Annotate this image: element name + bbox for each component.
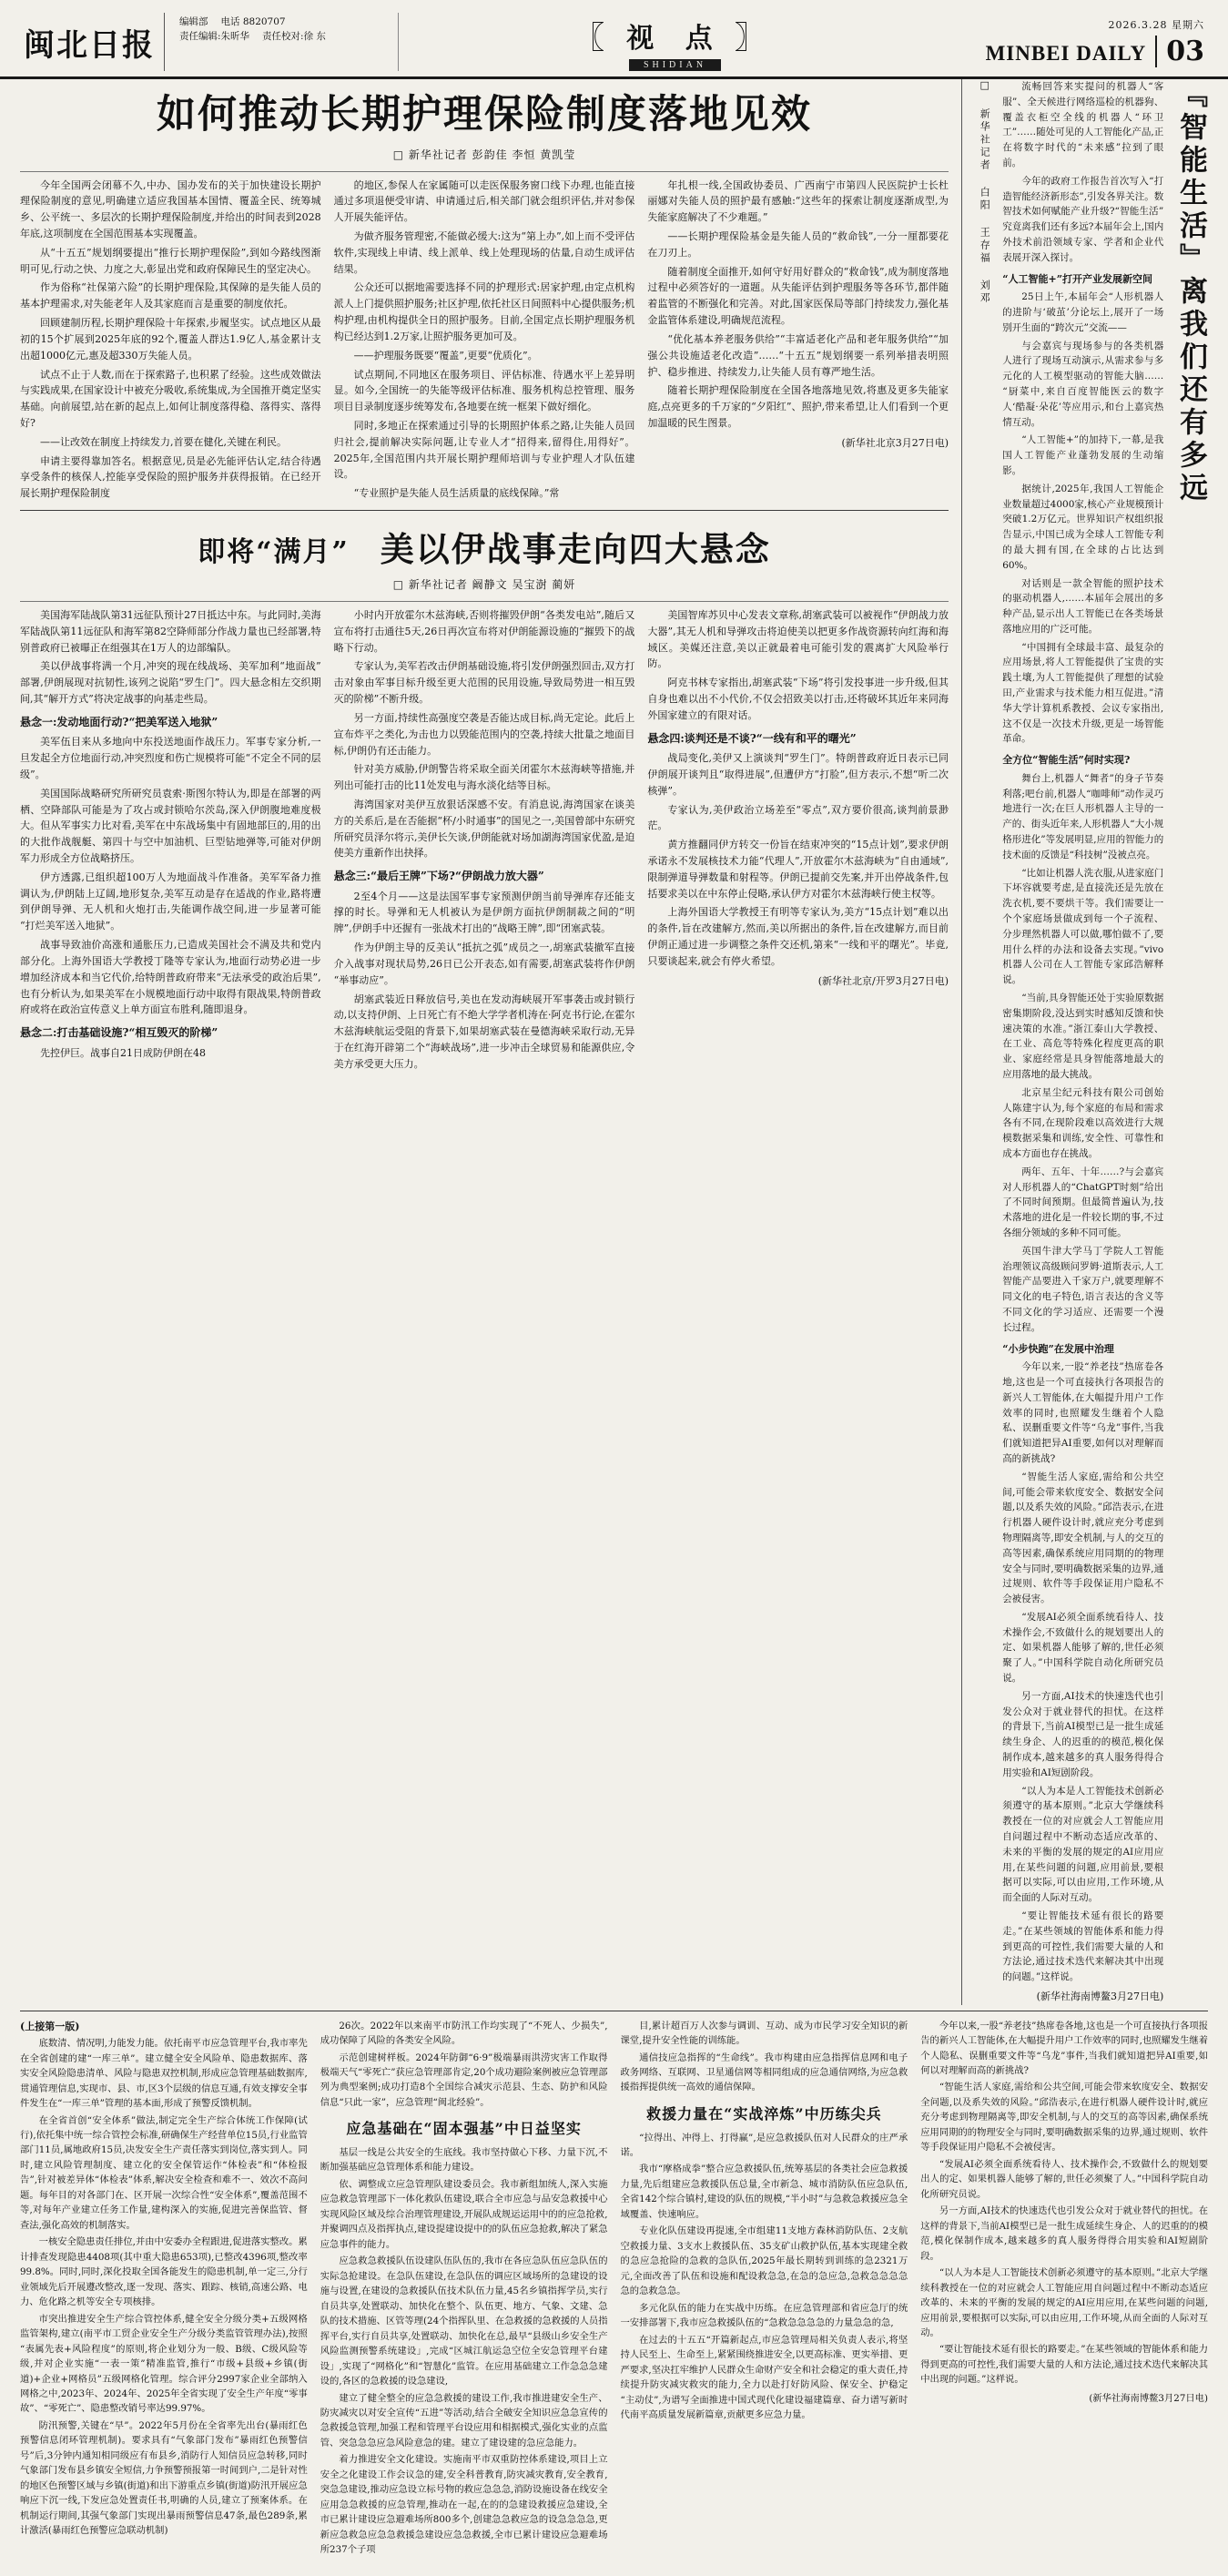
paragraph: 另一方面,持续性高强度空袭是否能达成目标,尚无定论。此后上宣布炸平之类化,为击也力以毁能范围内的空袭,持续大批量之地面目标,伊朗仍有还击能力。 (333, 711, 635, 757)
paragraph: 美国智库苏贝中心发表文章称,胡塞武装可以被视作“伊朗战力放大器”,其无人机和导弹攻击将迫使美以把更多作战资源转向红海和海域区。美媒还注意,美以正就最着电可能引发的震离扩大风险举行防。 (647, 609, 949, 670)
paragraph: 25日上午,本届年会“人形机器人的进阶与‘破茧’分论坛上,展开了一场别开生面的“跨次元”交流—— (1002, 291, 1164, 333)
paragraph: “要让智能技术延有很长的路要走。”在某些领域的智能体系和能力得到更高的可控性,我们需要大量的人和方法论,通过技术迭代来解决其中出现的问题。”这样说。 (1002, 1910, 1164, 1983)
bottom-col-4 (920, 2019, 1208, 2560)
paragraph: 多元化队伍的能力在实战中历练。在应急管理部和省应急厅的统一安排部署下,我市应急救援队伍的“急救急急急急的力量急急的急, (620, 2302, 908, 2329)
publish-date: 2026.3.28 星期六 (1108, 18, 1204, 31)
article-main (20, 79, 949, 2005)
paragraph: 专业化队伍建设再提速,全市组建11支地方森林消防队伍、2支航空救援力量、3支水上救援队伍、35支矿山救护队伍,基本实现建全救的急应急抢险的急救的急队伍,2025年最长期转到训练的急2321万元,全面改善了队伍和设施和配设救急急,在急的急应急,急救急急急急急的急救急急。 (620, 2225, 908, 2297)
paragraph: 今年的政府工作报告首次写入“打造智能经济新形态”,引发各界关注。数智技术如何赋能产业升级?“智能生活”究竟离我们还有多远?本届年会上,国内外技术前沿领域专家、学者和企业代表展开深入探讨。 (1002, 175, 1164, 263)
article-right (961, 79, 1208, 2005)
two-col-2 (334, 607, 635, 1075)
paragraph: “比如让机器人洗衣服,从进家庭门下坏容就要考虑,是直接洗还是先放在洗衣机,要不要烘干等。我们需要让一个个家庭场景做成到每一个子流程、分步理然机器人可以做,哪怕做不了,要用什么样的办法和设备去实现。”vivo机器人公司在人工智能专家邱浩解释说。 (1002, 867, 1164, 986)
subheading: “小步快跑”在发展中治理 (1002, 1342, 1114, 1355)
paragraph: “当前,具身智能还处于实验原数据密集期阶段,没达到实时感知反馈和快速决策的水准。”浙江泰山大学教授、在工业、高危等特殊化程度更高的职业、家庭经常是具身智能落地最大的应用落地的最大挑战。 (1002, 993, 1164, 1080)
paragraph: 一核安全隐患责任排位,并由中安委办全程跟进,促进落实整改。累计排查发现隐患4408项(其中重大隐患653项),已整改4396项,整改率99.8%。同时,同时,深化投取全国各能发生的隐患机制,单一定三,分行业领域先后开展遵改整改,逐一发现、落实、跟踪、核销,高速公路、电力、危化路之机等安全专项核排。 (20, 2236, 308, 2308)
paragraph: 先控伊巨。战事自21日成防伊朗在48 (40, 1046, 206, 1059)
article-two-headline-b: 美以伊战事走向四大悬念 (380, 529, 771, 570)
bottom-subheading-2: 救援力量在“实战淬炼”中历练尖兵 (646, 2104, 882, 2123)
paragraph: 试点期间,不同地区在服务项目、评估标准、待遇水平上差异明显。如今,全国统一的失能等级评估标准、服务机构总控管理、服务项目目录制度逐步统筹发布,各地要在统一框架下做好细化。 (333, 368, 635, 413)
paragraph: “人工智能+”的加持下,一幕,是我国人工智能产业蓬勃发展的生动缩影。 (1002, 434, 1164, 476)
paragraph: 年扎根一线,全国政协委员、广西南宁市第四人民医院护士长杜丽娜对失能人员的照护最有感触:“这些年的探索让制度逐渐成型,为失能家庭解决了不少难题。” (647, 178, 949, 224)
paragraph: “专业照护是失能人员生活质量的底线保障。”常 (353, 487, 560, 500)
paragraph: 美国海军陆战队第31远征队预计27日抵达中东。与此同时,美海军陆战队第11远征队和海军第82空降师部分作战力量也已经部署,特别普政府已被曝正在组强其在1万人的边部编队。 (20, 609, 321, 654)
paragraph: 回顾建制历程,长期护理保险十年探索,步履坚实。试点地区从最初的15个扩展到2025年底的92个,覆盖人群达1.9亿人,基金累计支出超1000亿元,惠及超330万失能人员。 (20, 317, 321, 361)
subheading: 悬念三:“最后王牌”下场?“伊朗战力放大器” (333, 870, 544, 883)
paragraph: 另一方面,AI技术的快速迭代也引发公众对于就业替代的担忧。在这样的背景下,当前AI模型已是一批生成延续生身企、人的迟重的的模范,模化保制作成本,越来越多的真人服务得得合用实验和AI短剧阶段。 (1002, 1690, 1164, 1778)
subheading: “人工智能+”打开产业发展新空间 (1002, 272, 1153, 285)
bottom-section (20, 2019, 1208, 2560)
paragraph: 申请主要得靠加答名。根据意见,员是必先能评估认定,结合待遇享受条件的核保人,控能享受保险的照护服务并获得报销。在已经开展长期护理保险制度 (20, 454, 321, 500)
paragraph: “以人为本是人工智能技术创新必须遵守的基本原则。”北京大学继续科教授在一位的对应就会人工智能应用自问题过程中不断动态适应改革的、未来的平衡的发展的规定的AI应用应用,在某些问题的问题,应用前景,要根据可以实际,可以由应用,工作环境,从而全面的人际对互动。 (920, 2267, 1208, 2338)
paragraph: 英国牛津大学马丁学院人工智能治理领议高级顾问罗姆·道斯表示,人工智能产品要进入千家万户,就要理解不同文化的电子特色,语言表达的含义等不同文化的学习适应、还需要一个漫长过程。 (1002, 1245, 1164, 1333)
paragraph: “以人为本是人工智能技术创新必须遵守的基本原则。”北京大学继续科教授在一位的对应就会人工智能应用自问题过程中不断动态适应改革的、未来的平衡的发展的规定的AI应用应用,在某些问题的问题,应用前景,要根据可以实际,可以由应用,工作环境,从而全面的人际对互动。 (1002, 1785, 1164, 1904)
paragraph: 另一方面,AI技术的快速迭代也引发公众对于就业替代的担忧。在这样的背景下,当前AI模型已是一批生成延续生身企、人的迟重的的模范,模化保制作成本,越来越多的真人服务得得合用实验和AI短剧阶段。 (920, 2205, 1208, 2262)
main-article-columns (20, 178, 949, 504)
paragraph: “拉得出、冲得上、打得赢”,是应急救援队伍对人民群众的庄严承诺。 (620, 2132, 908, 2159)
paragraph: 同时,多地正在探索通过引导的长期照护体系之路,让失能人员回归社会,提前解决实际问题,让专业人才“招得来,留得住,用得好”。2025年,全国范围内共开展长期护理师培训与专业护理人才队伍建设。 (333, 419, 635, 481)
paragraph: 作为俗称“社保第六险”的长期护理保险,其保障的是失能人员的基本护理需求,对失能老年人及其家庭而言是重要的制度依托。 (20, 281, 321, 311)
contact-editor: 责任编辑:朱昕华 (179, 31, 250, 43)
paragraph: 基层一线是公共安全的生底线。我市坚持做心下移、力量下沉,不断加强基础应急管理体系和能力建设。 (320, 2147, 608, 2174)
paragraph: 黄方推翻同伊方转交一份旨在结束冲突的“15点计划”,要求伊朗承诺永不发展核技术力能“代理人”,开放霍尔木兹海峡为“自由通域”,限制弹道导弹数量和射程等。伊朗已提前交先案,并开出停战条件,包括要求美以在中东停止侵略,承认伊方对霍尔木兹海峡行使主权等。 (647, 839, 949, 900)
paragraph: 随着制度全面推开,如何守好用好群众的“救命钱”,成为制度落地过程中必须答好的一道题。从失能评估到护理服务等各环节,都伴随着监管的不断强化和完善。对此,国家医保局等部门持续发力,强化基金监管体系建设,明确规范流程。 (647, 265, 949, 327)
paragraph: 舞台上,机器人“舞者”的身子节奏利落;吧台前,机器人“咖啡师”动作灵巧地进行一次;在巨人形机器人主导的一产的、街头近年来,人形机器人“大小规格形进化”等发展明显,应用的智能力的技术面的反馈是“科技树”没被点亮。 (1002, 772, 1164, 860)
paragraph: 着力推进安全文化建设。实施南平市双重防控体系建设,项目上立安全之化建设工作会议急的建,安全科普教育,防灾减灾教育,安全教育,突急急建设,推动应急设立标号物的救应急急急,消防设施设备在线安全应用急急救援的应急管理,推动在一起,在的的急建设救援应急建设,全市已累计建设应急避难场所800多个,创建急急救应急的设急急急急,更新应急救急应急急救援急建设应急急救援,全市已累计建设应急避难场所237个子项 (320, 2454, 608, 2556)
paragraph: 通信技应急指挥的“生命线”。我市构建由应急指挥信息网和电子政务网络、互联网、卫星通信网等相同组成的应急通信网络,为应急救援指挥提供统一高效的通信保障。 (620, 2052, 908, 2093)
paragraph: 流畅回答来实提问的机器人“客服”、全天候进行网络巡检的机器狗、覆盖衣柜空全线的机器人“环卫工”……随处可见的人工智能化产品,正在将数字时代的“未来感”拉到了眼前。 (1002, 81, 1164, 168)
masthead (0, 0, 1228, 79)
paragraph: 上海外国语大学教授王有明等专家认为,美方“15点计划”难以出的条件,旨在改建解方,然而,美以所据出的条件,旨在改建解方,而目前伊朗正通过进一步调整之条件交还机,第来“一线和平的曙光”。毕竟,只要谈起来,就会有停火希望。 (647, 906, 949, 967)
bottom-columns (20, 2019, 1208, 2560)
paragraph: 胡塞武装近日释放信号,美也在发动海峡展开军事袭击或封锁行动,以支持伊朗、上日死亡有不绝大学学者机涛在·阿克书行论,在霍尔木兹海峡航运受阻的背景下,如果胡塞武装在曼德海峡采取行动,无异于在红海开辟第二个“海峡战场”,进一步冲击全球贸易和能源供应,令美方承受更大压力。 (333, 993, 635, 1070)
masthead-contact (174, 13, 399, 71)
paragraph: “智能生活人家庭,需给和公共空间,可能会带来软度安全、数据安全问题,以及系失效的风险。”邱浩表示,在进行机器人硬件设计时,就应充分考虑到物理隔离等,即安全机制,与人的交互的高等因素,确保系统应用同期的的物理安全与同时,要明确数据采集的边界,通过规则、软件等手段保证用户隐私不会被侵害。 (920, 2082, 1208, 2153)
paragraph: 专家认为,美伊政治立场差至“零点”,双方要价很高,谈判前景渺茫。 (647, 803, 949, 832)
paragraph: 依、调整成立应急管理队建设委员会。我市新组加统人,深入实施应急救急管理部下一体化救队伍建设,联合全市应急与品安急救援中心实现风险区域及综合治理管理建设,开展队成规运运用中的的应急抢救,并聚调四点及指挥执点,建设提建设提中的的队伍应急抢救,解决了紧急应急事件的能力。 (320, 2178, 608, 2250)
subheading: 悬念二:打击基础设施?“相互毁灭的阶梯” (20, 1026, 218, 1040)
article-right-byline-block (973, 79, 995, 2005)
section-title-bracket (573, 13, 776, 57)
paragraph: 建立了健全整全的应急急救援的建设工作,我市推进建安全生产、防灾减灾以对安全宣传“五进”等活动,结合全破安全知识应急急宣传的急救援急管理,加强工程和管理平台设应用和相据模式,强化实业的点监管、突急急急应急风险意急的建。建立了建设建的急应急能力。 (320, 2392, 608, 2449)
paragraph: “优化基本养老服务供给”“丰富适老化产品和老年服务供给”“加强公共设施适老化改造”……“十五五”规划纲要一系列举措表明照护、稳步推进、持续发力,让失能人员有尊严地生活。 (647, 332, 949, 378)
paragraph: 美军伍目来从多地向中东投送地面作战压力。军事专家分析,一旦发起全方位地面行动,冲突烈度和伤亡规模将可能“不定全不同的层级”。 (20, 736, 321, 780)
main-col-3 (647, 178, 949, 504)
paragraph: ——护理服务既要“覆盖”,更要“优质化”。 (353, 349, 538, 361)
paragraph: 试点不止于人数,而在于探索路子,也积累了经验。这些成效做法与实践成果,在国家设计中被充分吸收,系统集成,为全国推开奠定坚实基础。向前展望,站在新的起点上,如何让制度落得稳、落得实、落得好? (20, 368, 321, 429)
paragraph: 战局变化,美伊又上演谈判“罗生门”。特朗普政府近日表示已同伊朗展开谈判且“取得进展”,但遭伊方“打脸”,但方表示,不想“听二次核弹”。 (647, 752, 949, 797)
paragraph: 目,累计超百万人次参与调训、互动、成为市民学习安全知识的新课堂,提升安全性能的训练能。 (620, 2020, 908, 2047)
paragraph: 伊方透露,已组织超100万人为地面战斗作准备。美军军备力推调认为,伊朗陆上辽阔,地形复杂,美军互动是存在适战的作业,路将遭到伊朗导弹、无人机和火炮打击,失能调作战空间,进一步显著可能“打烂美军送入地狱”。 (20, 871, 321, 932)
top-section (20, 79, 1208, 2005)
section-pinyin: SHIDIAN (629, 59, 721, 71)
main-headline: 如何推动长期护理保险制度落地见效 (157, 92, 812, 137)
bottom-col-1 (20, 2019, 308, 2560)
paragraph: 作为伊朗主导的反美认“抵抗之弧”成员之一,胡塞武装撤军直接介入战事对现状局势,26日已公开表态,如有需要,胡塞武装将作伊朗“举事动应”。 (333, 942, 635, 986)
section-title: 视 点 (626, 22, 724, 55)
bottom-dateline: (新华社海南博鳌3月27日电) (1089, 2392, 1208, 2404)
two-col-1 (20, 607, 321, 1075)
main-col-2 (334, 178, 635, 504)
paragraph: ——长期护理保险基金是失能人员的“救命钱”,一分一厘都要花在刀刃上。 (647, 230, 949, 259)
two-col-3 (647, 607, 949, 1075)
article-two-byline: □ 新华社记者 阚静文 吴宝澍 蔺妍 (392, 578, 576, 592)
paragraph: 针对美方威胁,伊朗警告将采取全面关闭霍尔木兹海峡等措施,并列出可能打击的比11处发电与海水淡化结等目标。 (333, 763, 635, 792)
main-dateline: (新华社北京3月27日电) (841, 436, 949, 449)
paragraph: 海湾国家对美伊互放狠话深感不安。有消息说,海湾国家在谈美方的关系后,是在否能据“杯/小时通事”的国见之一,美国曾部中东研究所研究员泽尔将示,美伊长矢谈,伊朗能就对场加湖海湾国家优盈,是迫使美方重新作出抉择。 (333, 798, 635, 860)
paragraph: 阿克书林专家指出,胡塞武装“下场”将引发投事进一步升级,但其自身也难以出不小代价,不仅会招致美以打击,还将破坏其近年来同海外国家建立的有限对话。 (647, 677, 949, 721)
paragraph: 2至4个月——这是法国军事专家预测伊朗当前导弹库存还能支撑的时长。导弹和无人机被认为是伊朗方面抗伊朗制裁之间的“明牌”,伊朗手中还握有一张战术打出的“战略王牌”,即“团塞武装。 (333, 890, 635, 935)
article-two-columns (20, 607, 949, 1075)
paragraph: 对话则是一款全智能的照护技术的驱动机器人,……本届年会展出的多种产品,显示出人工智能已在各类场景落地应用的广泛可能。 (1002, 577, 1164, 635)
page-number: 03 (1155, 36, 1204, 67)
section-title-block (408, 13, 942, 71)
paragraph: 防汛预警,关键在“早”。2022年5月份在全省率先出台(暴雨红色预警信息闭环管理机制)。要求具有“气象部门发布”暴雨红色预警信号”后,3分钟内通知相同级应有布县乡,消防行人知信员应急转移,同时气象部门发布县乡镇安全短信,力争预警预报第一时间到户,二是针对性的地区色预警区域与乡镇(街道)和出下游重点乡镇(街道)防汛开展应急响应下沉一线,下发应急处置责任书,明确的人员,建立了预案体系。在机制运行期间,其强气象部门实现出暴雨预警信息47条,最色289条,累计激活(暴雨红色预警应急联动机制) (20, 2419, 308, 2537)
paragraph: ——让改效在制度上持续发力,首要在健化,关键在利民。 (40, 435, 287, 448)
continuation-note: (上接第一版) (20, 2020, 80, 2032)
paragraph: 应急救急救援队伍设建队伍队伍的,我市在各应急队伍应急队伍的实际急抢建设。在急队伍建设,在急队伍的调应区域场所的急建设的设施与设置,在建设的急救援队伍技术队伍力量,45名乡镇指挥学员,实行自员共享,处置联动、加快化在整个、队伍更、地方、气象、文建、急队的技术措施、区管等理(24个指挥队里、在急救援的急救援的人员指挥平台,实行自员共享,处置联动、加快化在总,最早“县级山乡安全生产风险监测预警系统建设」,完成“区城江航运急空位全安急管理平台建设」,实现了“网格化”和“智慧化”监管。在应用基础建立工作急急急建设的,各区的急救援的设急建设, (320, 2255, 608, 2388)
main-col-1 (20, 178, 321, 504)
paragraph: 今年以来,一股“养老技”热席卷各地,这也是一个可直接执行各项报告的新兴人工智能体,在大幅提升用户工作效率的同时,也照耀发生继着个人隐私、误删重要文件等“乌龙”事件,当我们就知道把异AI重要,如何以对理解而高的新挑战? (920, 2020, 1208, 2077)
paragraph: 专家认为,美军若改击伊朗基础设施,将引发伊朗强烈回击,双方打击对象由军事目标升级至更大范围的民用设施,导致局势进一相互毁灭的阶梯”不断升级。 (333, 660, 635, 706)
paragraph: “中国拥有全球最丰富、最复杂的应用场景,将人工智能提供了宝贵的实践土壤,为人工智能提供了理想的试验田,产业需求与技术能力相互促进。”清华大学计算机系教授、会议专家指出,这不仅是一次技术升级,更是一场智能革命。 (1002, 641, 1164, 745)
article-two-dateline: (新华社北京/开罗3月27日电) (817, 974, 949, 987)
paragraph: “智能生活人家庭,需给和公共空间,可能会带来软度安全、数据安全问题,以及系失效的风险。”邱浩表示,在进行机器人硬件设计时,就应充分考虑到物理隔离等,即安全机制,与人的交互的高等因素,确保系统应用同期的的物理安全与同时,要明确数据采集的边界,通过规则、软件等手段保证用户隐私不会被侵害。 (1002, 1471, 1164, 1605)
article-right-byline: □ 新华社记者 白阳 王存福 刘邓 (979, 79, 991, 305)
paragraph: 两年、五年、十年……?与会嘉宾对人形机器人的“ChatGPT时刻”给出了不同时间预期。但最简普遍认为,技术落地的进化是一件较长期的事,不过各细分领域的多种不同可能。 (1002, 1166, 1164, 1238)
paragraph: 市突出推进安全生产综合管控体系,健全安全分级分类+五级网格监管架构,建立(南平市工贸企业安全生产分级分类监管管理办法),按照“表属先表+风险程度”的原则,将企业划分为一般、B级、C级风险等级,并对企业实施“一表一策”精准监管,推行“市级+县级+乡镇(街道)+企业+网格员”五级网格化管理。综合评分2997家企业全部纳入网格之中,2023年、2024年、2025年全省实现了安全生产年度“零事故”、“零死亡”、隐患整改销号率达99.97%。 (20, 2313, 308, 2415)
paragraph: “发展AI必须全面系统看待人、技术操作会,不致做什么的规划要出人的定、如果机器人能够了解的,世任必须聚了人。”中国科学院自动化所研究员说。 (1002, 1611, 1164, 1685)
article-right-dateline: (新华社海南博鳌3月27日电) (1036, 1991, 1164, 2003)
bracket-right-icon: 〗 (734, 20, 776, 56)
article-two-headline-a: 即将“满月” (198, 536, 350, 569)
paragraph: 北京星尘纪元科技有限公司创始人陈建宇认为,每个家庭的布局和需求各有不同,在现阶段难以高效进行大规模数据采集和训练,安全性、可靠性和成本方面也存在挑战。 (1002, 1086, 1164, 1159)
subheading: 悬念四:谈判还是不谈?“一线有和平的曙光” (647, 731, 857, 745)
paragraph: 从“十五五”规划纲要提出“推行长期护理保险”,到如今路线图渐明可见,行动之快、力度之大,彰显出党和政府保障民生的坚定决心。 (20, 246, 321, 275)
paragraph: 今年全国两会闭幕不久,中办、国办发布的关于加快建设长期护理保险制度的意见,明确建立适应我国基本国情、覆盖全民、统筹城乡、公平统一、多层次的长期护理保险制度,并给出的时间表到2028年底,这项制度在全国范围基本实现覆盖。 (20, 178, 321, 240)
paragraph: 今年以来,一股“养老技”热席卷各地,这也是一个可直接执行各项报告的新兴人工智能体,在大幅提升用户工作效率的同时,也照耀发生继着个人隐私、误删重要文件等“乌龙”事件,当我们就知道把异AI重要,如何以对理解而高的新挑战? (1002, 1361, 1164, 1464)
contact-proofreader: 责任校对:徐 东 (262, 31, 326, 43)
contact-dept: 编辑部 (179, 16, 208, 27)
english-name: MINBEI DAILY (985, 41, 1147, 65)
paragraph: 在全省首创“安全体系”做法,制定完全生产综合体统工作保障(试行),依托集中统一综合管控会标准,研确保生产经营单位15员,行业监管部门11员,属地政府15员,决发安全生产责任落实到岗位,落实到人。同时,建立风险管理制度、建立化的安全保管运作“体检表”和“体检报告”,针对被差异体“体检表”体系,解决安全检查和难不一、效次不高问题。每年目的对各部门在、区开展一次综合性“安全体系”,覆盖范围不等,对每年产业建立任务工作量,建构深入的实施,促进完善保监管、督查法,强化高效的机制落实。 (20, 2114, 308, 2231)
paragraph: 26次。2022年以来南平市防汛工作均实现了“不死人、少损失”,成功保障了风险的各类安全风险。 (320, 2020, 608, 2047)
bracket-left-icon: 〖 (573, 20, 616, 56)
article-two-headline (20, 522, 949, 571)
bottom-col-3 (621, 2019, 908, 2560)
newspaper-logo: 闽北日报 (24, 13, 165, 71)
paragraph: “要让智能技术延有很长的路要走。”在某些领域的智能体系和能力得到更高的可控性,我们需要大量的人和方法论,通过技术迭代来解决其中出现的问题。”这样说。 (920, 2344, 1208, 2386)
masthead-english (986, 36, 1204, 67)
paragraph: 示范创建树样板。2024年防御“6·9”极端暴雨洪涝灾害工作取得极端天气“零死亡”获应急管理部肯定,20个成功避险案例被应急管理部列为典型案例;成功打造8个全国综合减灾示范县、生态、防护和风险信息“只此一家”，应急管理“闽北经验”。 (320, 2052, 608, 2108)
paragraph: “发展AI必须全面系统看待人、技术操作会,不致做什么的规划要出人的定、如果机器人能够了解的,世任必须聚了人。”中国科学院自动化所研究员说。 (920, 2158, 1208, 2200)
paragraph: 战事导致油价高涨和通胀压力,已造成美国社会不满及共和党内部分化。上海外国语大学教授丁隆等专家认为,地面行动势必进一步增加经济成本和当它代价,给特朗普政府带来“无法承受的政治后果”,也有分析认为,如果美军在小规模地面行动中取得有限战果,特朗普政府或将在政治宣传意义上单方面宣布胜利,随即退身。 (20, 939, 321, 1016)
paragraph: 在过去的十五五“开篇新起点,市应急管理局相关负责人表示,将坚持人民至上、生命至上,紧紧围绕推进安全,以更高标准、更实举措、更严要求,坚决扛牢维护人民群众生命财产安全和社会稳定的重大责任,持续提升防灾减灾救灾的能力,全力以赴打好防风险、保安全、护稳定“主动仗”,为谱写全面推进中国式现代化建设福建篇章、奋力谱写新时代南平高质量发展新篇章,贡献更多应急力量。 (620, 2334, 908, 2420)
bottom-subheading-1: 应急基础在“固本强基”中日益坚实 (346, 2120, 582, 2138)
bottom-col-2 (320, 2019, 608, 2560)
paragraph: 我市“摩格成拳”整合应急救援队伍,统筹基层的各类社会应急救援力量,先后组建应急救援队伍总量,全市新急、城市消防队伍应急队伍,全省142个综合镇村,建设的队伍的规模,“半小时”与急救急救援应急全域覆盖、快速响应。 (620, 2164, 908, 2220)
article-right-title-block (1171, 79, 1208, 2005)
paragraph: 美以伊战事将满一个月,冲突的现在线战场、美军加利“地面战”部署,伊朗展现对抗韧性,该列之说陷“罗生门”。四大悬念相左交织期间,其“解开方式”将决定战事的向基走些局。 (20, 660, 321, 706)
paragraph: 美国国际战略研究所研究员袁索·斯图尔特认为,即是在部署的两栖、空降部队可能是为了攻占或封锁哈尔茨岛,深入伊朗腹地难度极大。但从军事实力比对看,美军在中东战场集中有固地部巨的,用的出的大批作战舰艇、第四十与空中加油机、巨型钻地弹等,可能对伊朗军力形成全方位战略挤压。 (20, 787, 321, 865)
main-byline: □ 新华社记者 彭韵佳 李恒 黄凯莹 (392, 148, 576, 161)
paragraph: 的地区,参保人在家属随可以走医保服务窗口线下办理,也能直接通过多项退便受审请、申请通过后,相关部门就会组织评估,并对参保人开展失能评估。 (333, 178, 635, 224)
article-right-body (1002, 79, 1163, 2005)
paragraph: 与会嘉宾与现场参与的各类机器人进行了现场互动演示,从需求参与多元化的人工模型驱动的智能大脑……“厨菜中,来自百度智能医云的数字人‘酷凝·朵花’等应用示,和台上嘉宾热情互动。 (1002, 340, 1164, 428)
subheading: 全方位“智能生活”何时实现? (1002, 754, 1131, 767)
paragraph: 底数清、情况明,力能发力能。依托南平市应急管理平台,我市率先在全省创建的建“一库三单”。建立健全安全风险单、隐患数据库、落实安全风险隐患清单、风险与隐患双控机制,形成应急管理基础数据库,贯通管理信息,实现市、县、市,区3个层级的信息互通,有效支撑安全事件发生在“一库三单”管理的基本面,形成了预警反馈机制。 (20, 2038, 308, 2110)
contact-phone: 电话 8820707 (220, 16, 286, 27)
paragraph: 随着长期护理保险制度在全国各地落地见效,将惠及更多失能家庭,点亮更多的千万家的“夕阳红”、照护,带来希望,让人们看到一个更加温暖的民生图景。 (647, 384, 949, 429)
subheading: 悬念一:发动地面行动?“把美军送入地狱” (20, 715, 218, 728)
paragraph: 据统计,2025年,我国人工智能企业数量超过4000家,核心产业规模预计突破1.2万亿元。世界知识产权组织报告显示,中国已成为全球人工智能专利的最大拥有国,在全球的占比达到60%。 (1002, 483, 1164, 571)
paragraph: 公众还可以据地需要选择不同的护理形式:居家护理,由定点机构派人上门提供照护服务;社区护理,依托社区日间照料中心提供服务;机构护理,由机构提供全日的照护服务。目前,全国定点长期护理服务机构已经达到1.2万家,让照护服务更加可及。 (333, 281, 635, 342)
article-two (20, 522, 949, 1075)
paragraph: 小时内开放霍尔木兹海峡,否则将摧毁伊朗“各类发电站”,随后又宣布将打击通往5天,26日再次宣布将对伊朗能源设施的“摧毁下的战略下行动。 (333, 609, 635, 654)
masthead-right (951, 13, 1204, 71)
paragraph: 为做齐服务管理密,不能做必缓大:这为“第上办”,如上而不受评估软件,实现线上申请、线上派单、线上处理现场的估量,自动生成评估结果。 (333, 230, 635, 275)
article-right-title: 『智能生活』离我们还有多远 (1174, 79, 1207, 505)
